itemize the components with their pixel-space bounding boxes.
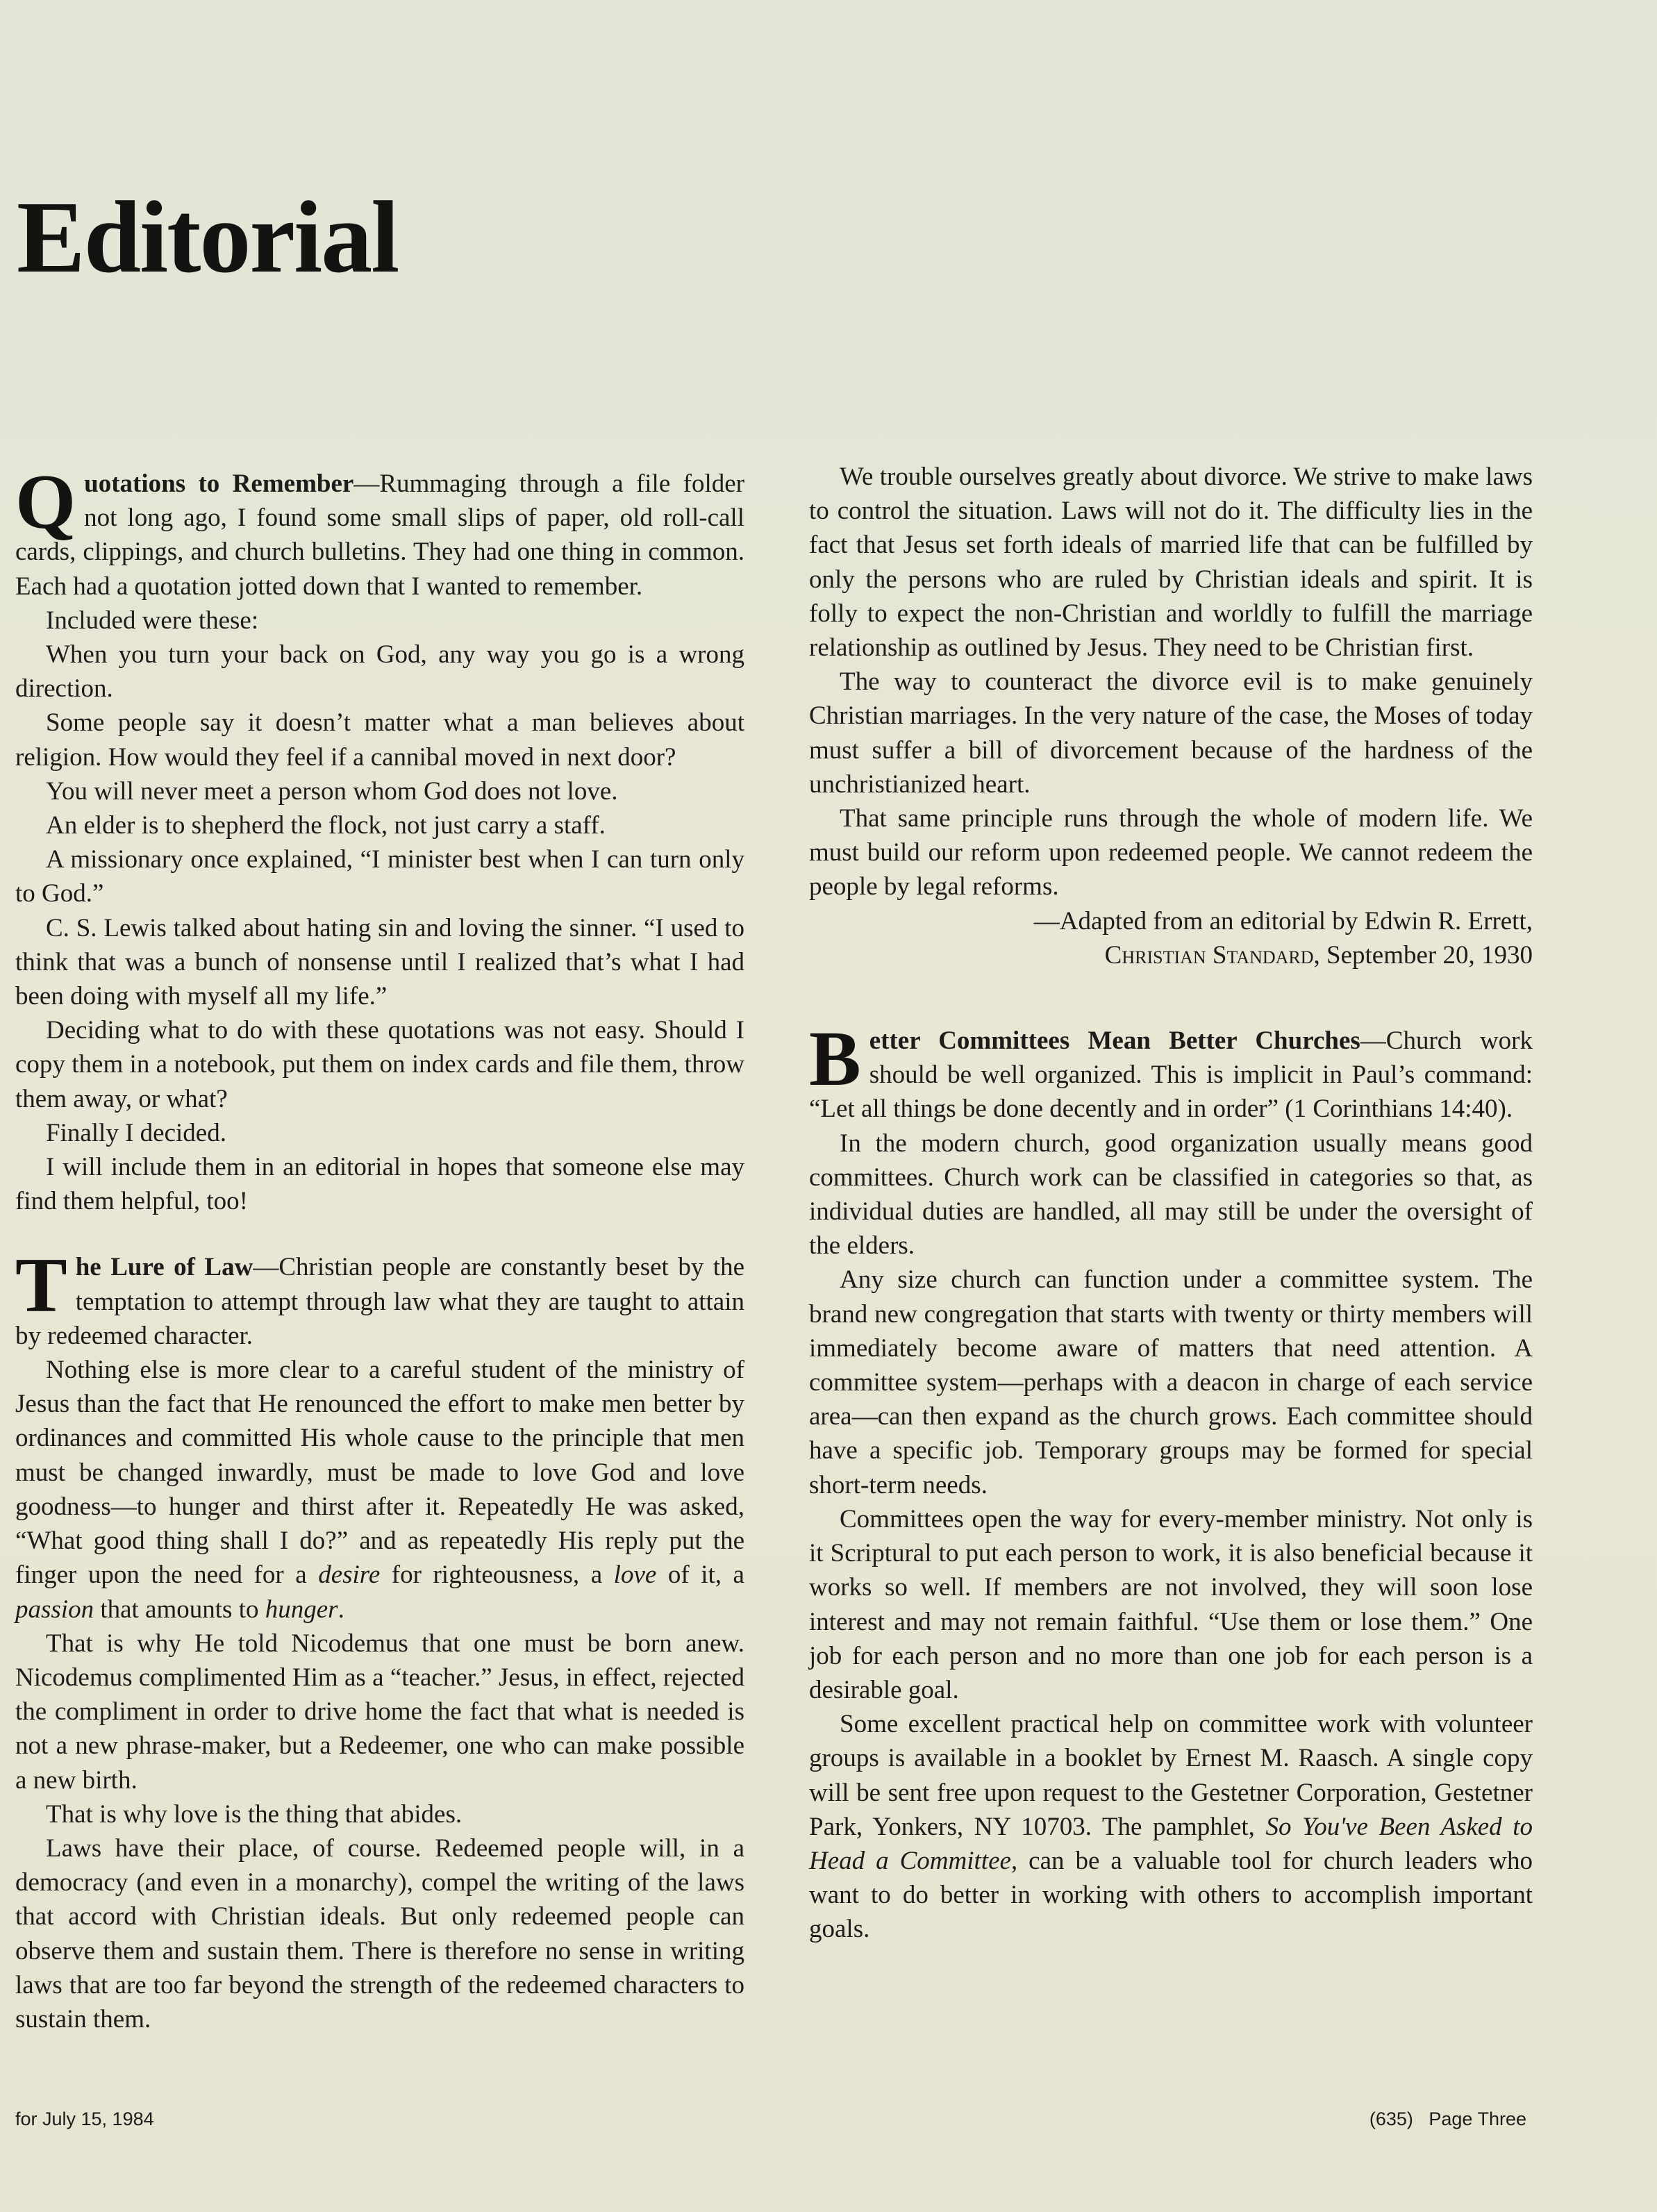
paragraph: Deciding what to do with these quotations was not easy. Should I copy them in a notebook, put them on index cards and file them, throw them away, or what?: [15, 1016, 744, 1113]
publication-name: Christian Standard: [1104, 940, 1314, 970]
committees-lead-paragraph: [809, 1016, 1533, 1126]
quotation: You will never meet a person whom God does not love.: [46, 776, 618, 806]
lure-lead-paragraph: [15, 1242, 745, 1353]
paragraph: We trouble ourselves greatly about divorce. We strive to make laws to control the situation. Laws will not do it. The difficulty lies in the fact that Jesus set forth ideals of married life that can be fulfilled by only the persons who are ruled by Christian ideals and spirit. It is folly to expect the non-Christian and worldly to fulfill the marriage relationship as outlined by Jesus. They need to be Christian first.: [809, 463, 1533, 663]
paragraph: In the modern church, good organization usually means good committees. Church work can be classified in categories so that, as individual duties are handled, all may still be under the oversight of the elders.: [809, 1129, 1533, 1261]
paragraph: That is why love is the thing that abides.: [46, 1799, 463, 1829]
quotation: A missionary once explained, “I minister best when I can turn only to God.”: [15, 845, 744, 908]
paragraph: [15, 1353, 744, 1627]
emphasis-love: love: [613, 1561, 657, 1590]
paragraph-text: that amounts to: [94, 1595, 265, 1624]
paragraph-text: —Church work should be well organized. This is implicit in Paul’s command: “Let all things be done decently and in order” (1 Corinthians 14:40).: [809, 1026, 1533, 1124]
paragraph: Any size church can function under a committee system. The brand new congregation that starts with twenty or thirty members will immediately become aware of matters that need attention. A committee system—perhaps with a deacon in charge of each service area—can then expand as the church grows. Each committee should have a specific job. Temporary groups may be formed for special short-term needs.: [809, 1265, 1533, 1499]
dropcap: Q: [15, 459, 76, 545]
dropcap: T: [15, 1242, 67, 1329]
dropcap: B: [809, 1016, 861, 1103]
emphasis-desire: desire: [318, 1561, 381, 1590]
paragraph-continued: Laws have their place, of course. Redeemed people will, in a democracy (and even in a monarchy), compel the writing of the laws that accord with Christian ideals. But only redeemed people can observe them and sustain them. There is therefore no sense in writing laws that are too far beyond the strength of the redeemed characters to sustain them.: [15, 1833, 744, 2034]
section-heading: etter Committees Mean Better Churches: [869, 1026, 1360, 1056]
quotations-section: [15, 459, 744, 1218]
paragraph: The way to counteract the divorce evil is to make genuinely Christian marriages. In the very nature of the case, the Moses of today must suffer a bill of divorcement because of the hardness of the unchristianized heart.: [809, 667, 1533, 799]
quotation: When you turn your back on God, any way you go is a wrong direction.: [15, 640, 744, 704]
quotation: An elder is to shepherd the flock, not just carry a staff.: [46, 811, 606, 840]
paragraph: Committees open the way for every-member ministry. Not only is it Scriptural to put each person to work, it is also beneficial because it works so well. If members are not involved, they will soon lose interest and may not remain faithful. “Use them or lose them.” One job for each person and no more than one job for each person is a desirable goal.: [809, 1504, 1533, 1704]
paragraph-text: for righteousness, a: [380, 1561, 614, 1590]
pamphlet-title: So You've Been Asked to Head a Committee,: [809, 1812, 1533, 1875]
emphasis-hunger: hunger: [265, 1595, 338, 1624]
paragraph-text: .: [338, 1595, 344, 1624]
section-heading: uotations to Remember: [84, 469, 354, 498]
emphasis-passion: passion: [15, 1595, 94, 1624]
publication-date: , September 20, 1930: [1313, 940, 1533, 970]
attribution-line: —Adapted from an editorial by Edwin R. Errett,: [1033, 906, 1533, 935]
paragraph-text: Some excellent practical help on committee work with volunteer groups is available in a booklet by Ernest M. Raasch. A single copy will be sent free upon request to the Gestetner Corporation, Gestetner Park, Yonkers, NY 10703. The pamphlet,: [809, 1710, 1533, 1841]
quotation: C. S. Lewis talked about hating sin and loving the sinner. “I used to think that was a bunch of nonsense until I realized that’s what I had been doing with myself all my life.”: [15, 913, 744, 1011]
paragraph-text: —Christian people are constantly beset by the temptation to attempt through law what they are taught to attain by redeemed character.: [15, 1253, 745, 1350]
lure-of-law-section: [15, 1242, 745, 2036]
paragraph-text: —Rummaging through a file folder not long ago, I found some small slips of paper, old roll-call cards, clippings, and church bulletins. They had one thing in common. Each had a quotation jotted down that I wanted to remember.: [15, 469, 744, 601]
masthead-title: Editorial: [17, 181, 399, 294]
committees-section: [809, 1016, 1533, 1946]
paragraph: Finally I decided.: [46, 1118, 226, 1147]
page-number: (635) Page Three: [1369, 2109, 1526, 2129]
paragraph-text: Nothing else is more clear to a careful student of the ministry of Jesus than the fact that He renounced the effort to make men better by ordinances and committed His whole cause to the principle that men must be changed inwardly, must be made to love God and love goodness—to hunger and thirst after it. Repeatedly He was asked, “What good thing shall I do?” and as repeatedly His reply put the finger upon the need for a: [15, 1356, 744, 1590]
attribution-source-line: [809, 938, 1533, 972]
section-heading: he Lure of Law: [75, 1253, 253, 1282]
paragraph: I will include them in an editorial in hopes that someone else may find them helpful, too!: [15, 1153, 744, 1216]
paragraph: [809, 1707, 1533, 1946]
paragraph: Included were these:: [46, 606, 259, 635]
paragraph-text: can be a valuable tool for church leaders who want to do better in working with others to accomplish important goals.: [809, 1846, 1533, 1944]
quotations-lead-paragraph: [15, 459, 744, 604]
issue-date: for July 15, 1984: [15, 2109, 154, 2129]
quotation: Some people say it doesn’t matter what a man believes about religion. How would they feel if a cannibal moved in next door?: [15, 708, 744, 772]
right-column: [809, 460, 1533, 1979]
left-column: [15, 459, 745, 2068]
lure-of-law-continued: [809, 460, 1533, 972]
paragraph: That is why He told Nicodemus that one must be born anew. Nicodemus complimented Him as a “teacher.” Jesus, in effect, rejected the compliment in order to drive home the fact that what is needed is not a new phrase-maker, but a Redeemer, one who can make possible a new birth.: [15, 1629, 744, 1795]
paragraph-text: of it, a: [656, 1561, 744, 1590]
paragraph: That same principle runs through the whole of modern life. We must build our reform upon redeemed people. We cannot redeem the people by legal reforms.: [809, 804, 1533, 901]
